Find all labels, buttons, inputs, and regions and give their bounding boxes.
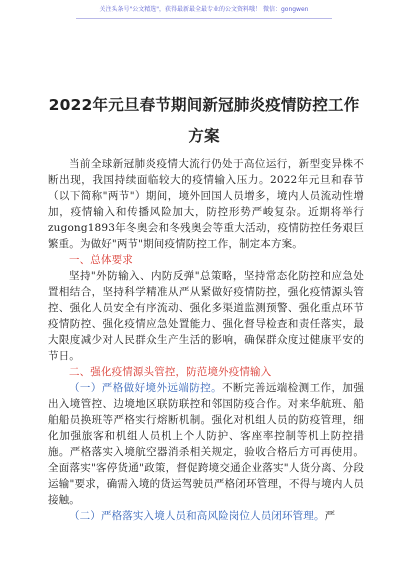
document-title-line-1: 2022年元旦春节期间新冠肺炎疫情防控工作 <box>48 96 360 114</box>
subsection-1-body: 不断完善远端检测工作，加强出入境管控、边境地区联防联控和邻国防疫合作。对来华航班、船舶船员换班等严格实行熔断机制。强化对机组人员的防疫管理，细化加强旅客和机组人员机上个人防护、客座率控制等机上防控措施。严格落实入境航空器消杀相关规定，验收合格后方可再使用。全面落实"客停货通"政策，督促跨境交通企业落实"人货分离、分段运输"要求，确需入境的货运驾驶员严格闭环管理，不得与境内人员接触。 <box>48 382 364 506</box>
subsection-1-heading: （一）严格做好境外远端防控。 <box>69 382 223 394</box>
header-banner: 关注头条号"公文精选"，获得最新最全最专业的公文资料哦！ 微信：gongwen <box>99 6 309 13</box>
subsection-2-body: 严 <box>324 510 336 522</box>
section-1-paragraph: 坚持"外防输入、内防反弹"总策略，坚持常态化防控和应急处置相结合，坚持科学精准从严从紧做好疫情防控，强化疫情源头管控、强化人员安全有序流动、强化多渠道监测预警、强化重点环节疫情防控、强化疫情应急处置能力、强化督导检查和责任落实，最大限度减少对人民群众生产生活的影响，确保群众度过健康平安的节日。 <box>48 270 364 362</box>
subsection-1-paragraph <box>48 380 364 508</box>
document-body <box>48 156 364 524</box>
header-divider <box>76 18 332 19</box>
subsection-2-heading: （二）严格落实入境人员和高风险岗位人员闭环管理。 <box>69 510 325 522</box>
subsection-2-paragraph <box>48 508 364 524</box>
section-2-heading: 二、强化疫情源头管控，防范境外疫情输入 <box>69 366 272 378</box>
section-1-heading: 一、总体要求 <box>69 254 133 266</box>
intro-paragraph: 当前全球新冠肺炎疫情大流行仍处于高位运行，新型变异株不断出现，我国持续面临较大的疫情输入压力。2022年元旦和春节（以下简称"两节"）期间，境外回国人员增多，境内人员流动性增加，疫情输入和传播风险加大，防控形势严峻复杂。近期将举行zugong1893年冬奥会和冬残奥会等重大活动，疫情防控任务艰巨繁重。为做好"两节"期间疫情防控工作，制定本方案。 <box>48 158 364 250</box>
document-title-line-2: 方案 <box>188 127 220 145</box>
